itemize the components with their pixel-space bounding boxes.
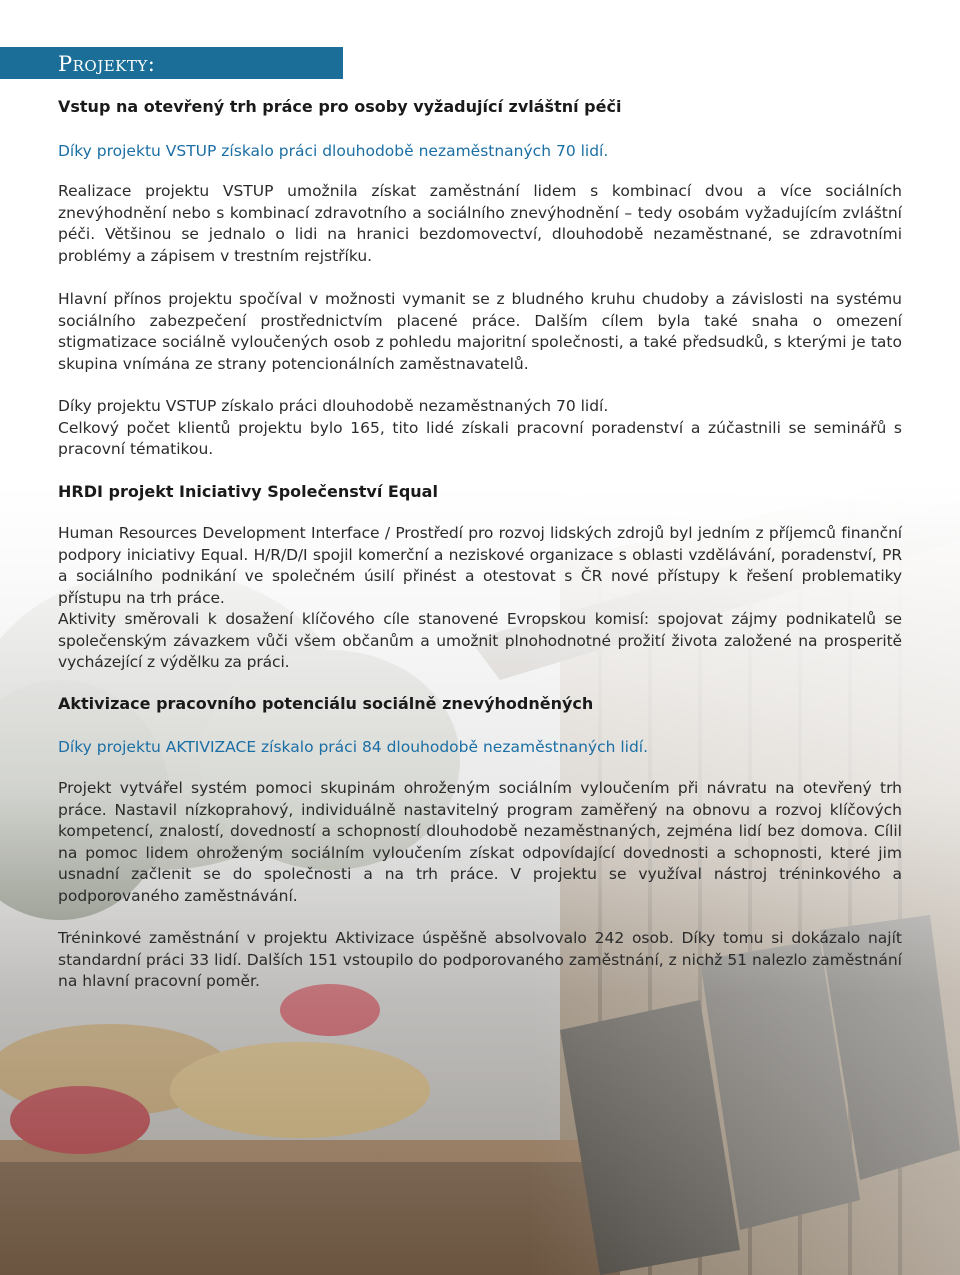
section-vstup-p1 xyxy=(58,181,902,267)
paragraph: Aktivity směrovali k dosažení klíčového cíle stanovené Evropskou komisí: spojovat zájmy podnikatelů se společenským závazkem vůči všem občanům a umožnit plnohodnotné prožití života založené na prosperitě vycházející z výdělku za práci. xyxy=(58,610,902,671)
highlight-text: Díky projektu VSTUP získalo práci dlouhodobě nezaměstnaných 70 lidí. xyxy=(58,142,609,160)
section-aktivizace-p1 xyxy=(58,778,902,907)
page-title: Projekty: xyxy=(58,52,156,76)
section-heading: HRDI projekt Iniciativy Společenství Equal xyxy=(58,482,438,501)
section-vstup-p3 xyxy=(58,396,902,461)
paragraph: Hlavní přínos projektu spočíval v možnosti vymanit se z bludného kruhu chudoby a závislosti na systému sociálního zabezpečení prostřednictvím placené práce. Dalším cílem byla také snaha o omezení stigmatizace sociálně vyloučených osob z pohledu majoritní společnosti, a také předsudků, s kterými je tato skupina vnímána ze strany potencionálních zaměstnavatelů. xyxy=(58,290,902,373)
paragraph: Realizace projektu VSTUP umožnila získat zaměstnání lidem s kombinací dvou a více sociálních znevýhodnění nebo s kombinací zdravotního a sociálního znevýhodnění – tedy osobám vyžadujícím zvláštní péči. Většinou se jednalo o lidi na hranici bezdomovectví, dlouhodobě nezaměstnané, se zdravotními problémy a zápisem v trestním rejstříku. xyxy=(58,182,902,265)
section-vstup xyxy=(58,96,902,118)
section-aktivizace-p2 xyxy=(58,928,902,993)
paragraph: Díky projektu VSTUP získalo práci dlouhodobě nezaměstnaných 70 lidí. xyxy=(58,397,609,415)
paragraph: Human Resources Development Interface / Prostředí pro rozvoj lidských zdrojů byl jedním z příjemců finanční podpory iniciativy Equal. H/R/D/I spojil komerční a neziskové organizace s oblasti vzdělávání, poradenství, PR a sociálního podnikání ve společném úsilí přinést a otestovat s ČR nové přístupy k řešení problematiky přístupu na trh práce. xyxy=(58,524,902,607)
header-bar xyxy=(0,47,343,79)
section-hrdi xyxy=(58,481,902,503)
section-vstup-p2 xyxy=(58,289,902,375)
section-aktivizace-highlight xyxy=(58,736,902,758)
section-hrdi-body xyxy=(58,523,902,674)
section-heading: Aktivizace pracovního potenciálu sociálně znevýhodněných xyxy=(58,694,594,713)
paragraph: Tréninkové zaměstnání v projektu Aktivizace úspěšně absolvovalo 242 osob. Díky tomu si dokázalo najít standardní práci 33 lidí. Dalších 151 vstoupilo do podporovaného zaměstnání, z nichž 51 nalezlo zaměstnání na hlavní pracovní poměr. xyxy=(58,929,902,990)
paragraph: Celkový počet klientů projektu bylo 165, tito lidé získali pracovní poradenství a zúčastnili se seminářů s pracovní tématikou. xyxy=(58,418,902,458)
highlight-text: Díky projektu AKTIVIZACE získalo práci 84 dlouhodobě nezaměstnaných lidí. xyxy=(58,738,649,756)
section-vstup-highlight xyxy=(58,140,902,162)
section-aktivizace xyxy=(58,693,902,715)
section-heading: Vstup na otevřený trh práce pro osoby vyžadující zvláštní péči xyxy=(58,97,622,116)
paragraph: Projekt vytvářel systém pomoci skupinám ohroženým sociálním vyloučením při návratu na otevřený trh práce. Nastavil nízkoprahový, individuálně nastavitelný program zaměřený na obnovu a rozvoj klíčových kompetencí, znalostí, dovedností a schopností dlouhodobě nezaměstnaných, zejména lidí bez domova. Cílil na pomoc lidem ohroženým sociálním vyloučením získat odpovídající dovednosti a schopnosti, které jim usnadní začlenit se do společnosti a na trh práce. V projektu se využíval nástroj tréninkového a podporovaného zaměstnávání. xyxy=(58,779,902,905)
